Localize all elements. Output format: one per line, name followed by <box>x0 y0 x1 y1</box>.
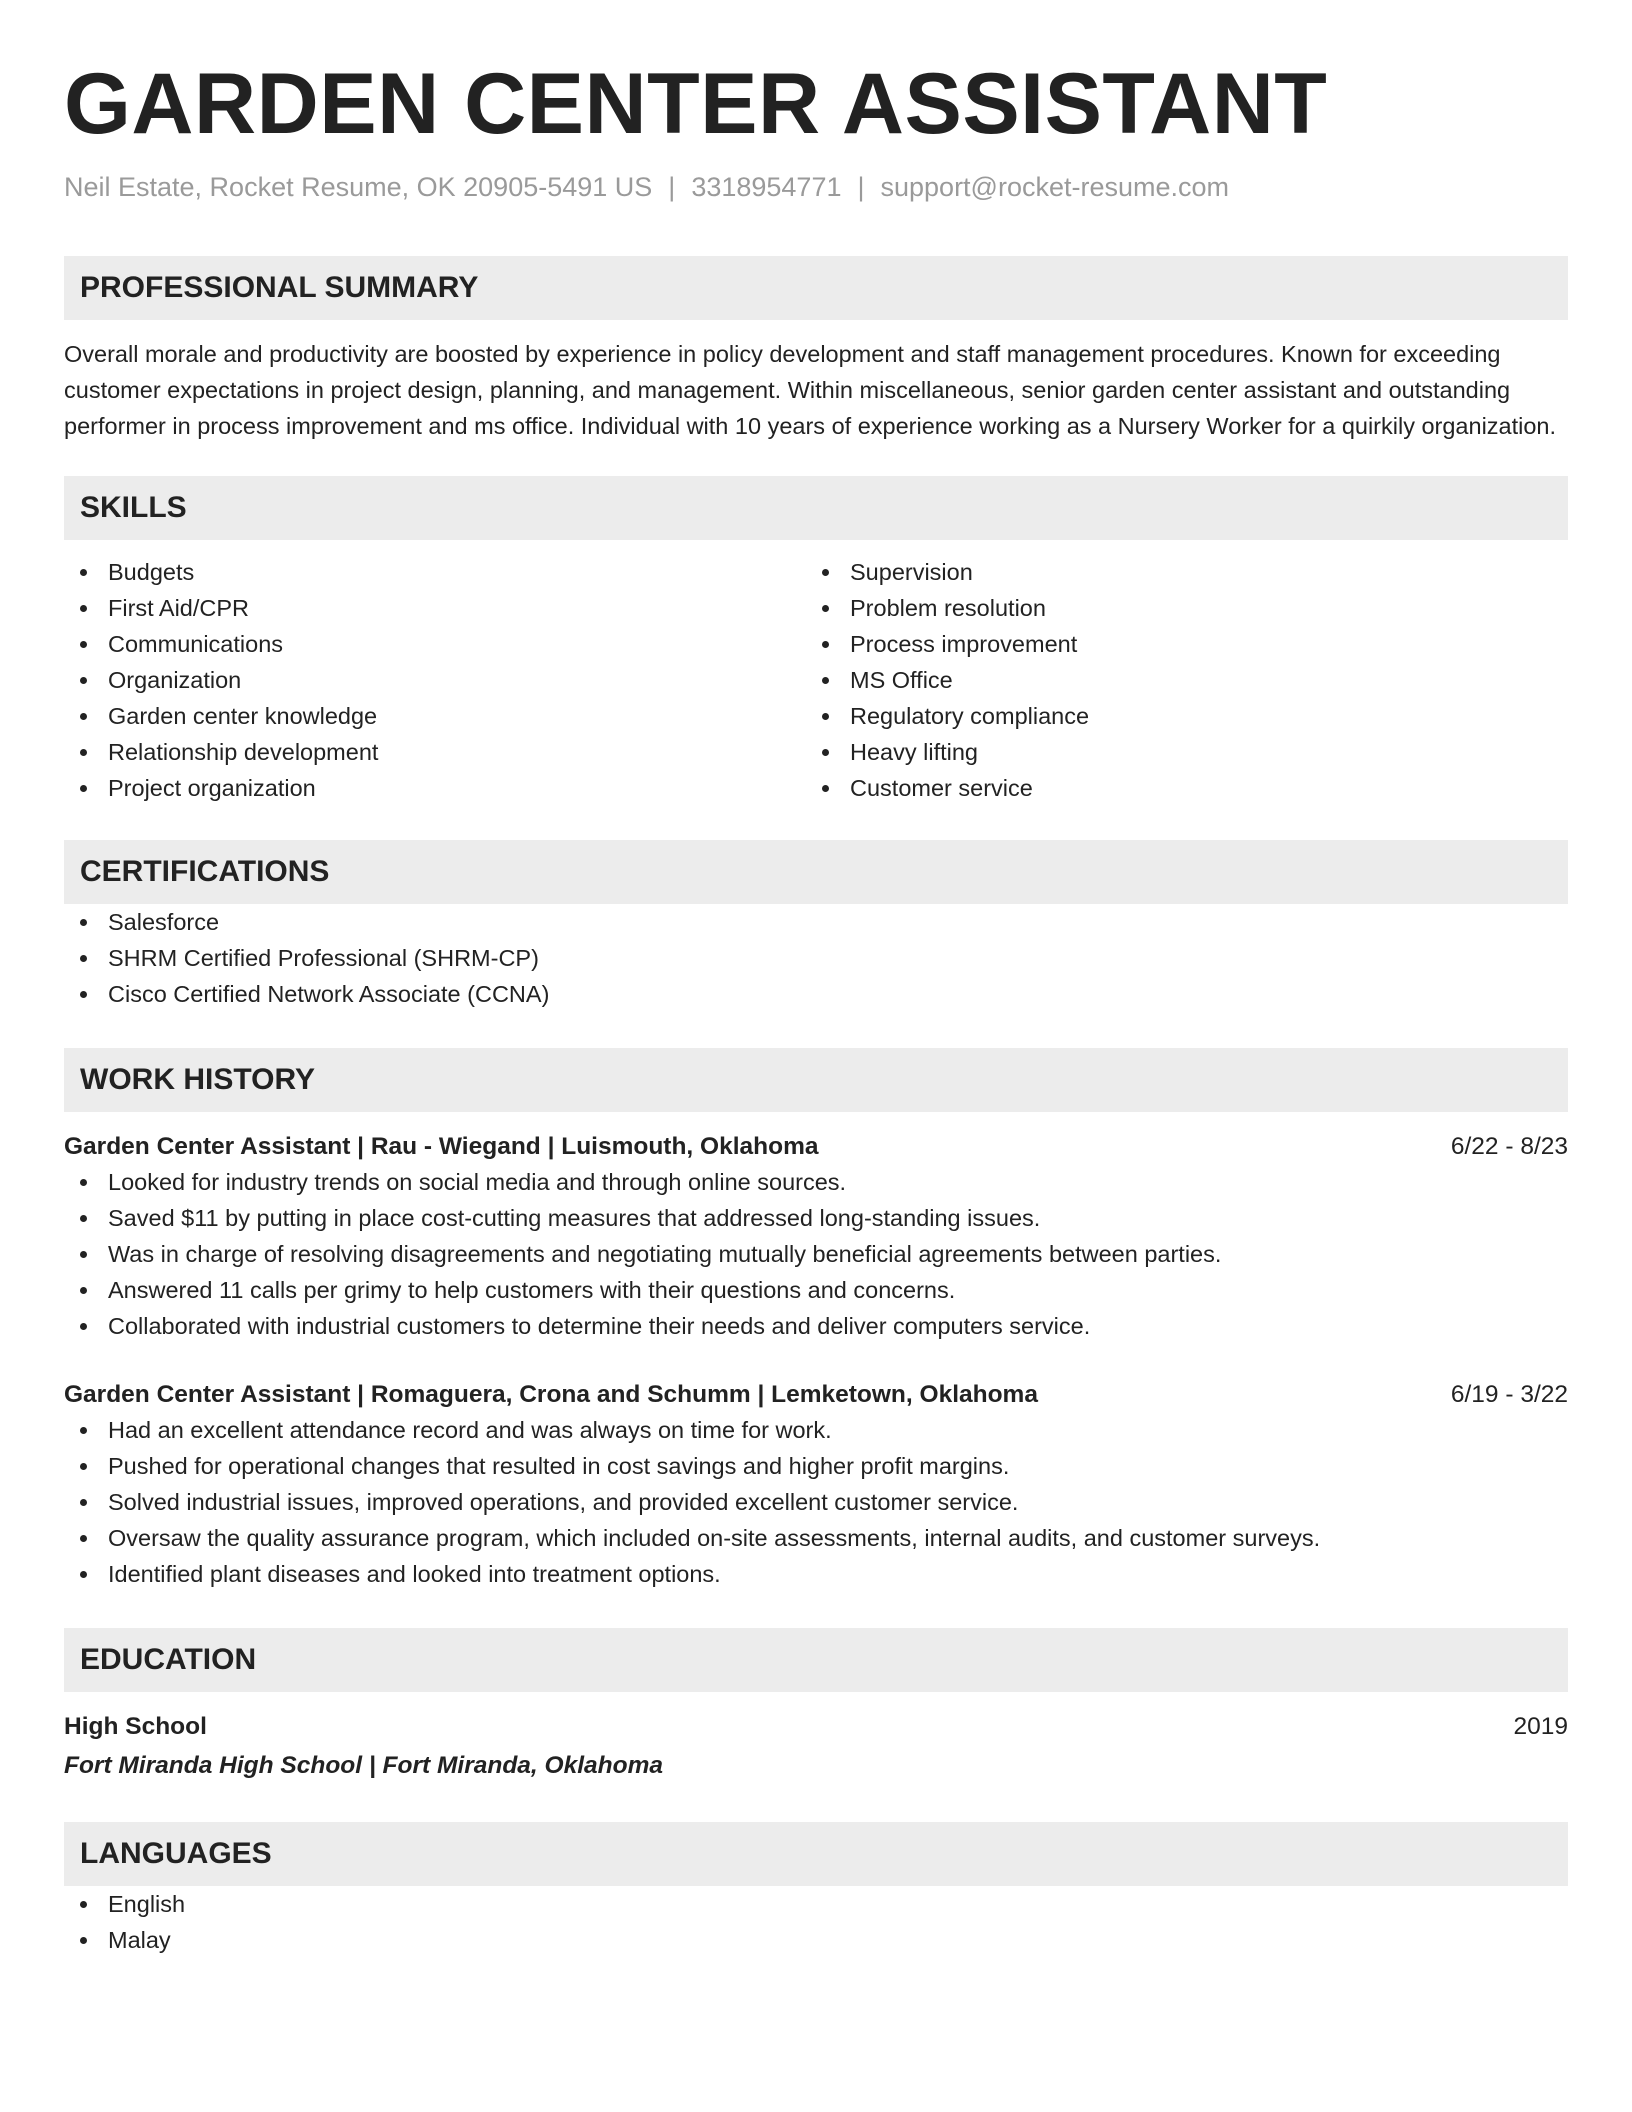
skill-item: Supervision <box>806 554 1568 590</box>
job-bullet: Answered 11 calls per grimy to help customers with their questions and concerns. <box>64 1272 1568 1308</box>
job-bullets <box>64 1164 1568 1344</box>
languages-list <box>64 1886 1568 1958</box>
job-bullet: Solved industrial issues, improved operations, and provided excellent customer service. <box>64 1484 1568 1520</box>
education-header <box>64 1710 1568 1744</box>
job-bullet: Identified plant diseases and looked into treatment options. <box>64 1556 1568 1592</box>
skill-item: Project organization <box>64 770 806 806</box>
skill-item: Organization <box>64 662 806 698</box>
section-heading-work-history: WORK HISTORY <box>64 1048 1568 1112</box>
job-bullet: Collaborated with industrial customers to determine their needs and deliver computers service. <box>64 1308 1568 1344</box>
education-school: Fort Miranda High School | Fort Miranda, Oklahoma <box>64 1752 663 1779</box>
section-heading-skills: SKILLS <box>64 476 1568 540</box>
skill-item: Process improvement <box>806 626 1568 662</box>
education-year: 2019 <box>1513 1713 1568 1740</box>
contact-address: Neil Estate, Rocket Resume, OK 20905-5491 US <box>64 172 653 202</box>
contact-line <box>64 170 1568 204</box>
skill-item: Heavy lifting <box>806 734 1568 770</box>
certification-item: Cisco Certified Network Associate (CCNA) <box>64 976 1568 1012</box>
section-heading-summary: PROFESSIONAL SUMMARY <box>64 256 1568 320</box>
resume-title: GARDEN CENTER ASSISTANT <box>64 56 1328 152</box>
skill-item: Regulatory compliance <box>806 698 1568 734</box>
contact-email: support@rocket-resume.com <box>880 172 1230 202</box>
job-bullet: Had an excellent attendance record and was always on time for work. <box>64 1412 1568 1448</box>
skills-list-right <box>806 554 1568 806</box>
skills-list-left <box>64 554 806 806</box>
certification-item: SHRM Certified Professional (SHRM-CP) <box>64 940 1568 976</box>
skill-item: Problem resolution <box>806 590 1568 626</box>
section-heading-education: EDUCATION <box>64 1628 1568 1692</box>
certification-item: Salesforce <box>64 904 1568 940</box>
job-title: Garden Center Assistant | Rau - Wiegand | Luismouth, Oklahoma <box>64 1133 819 1160</box>
skill-item: Customer service <box>806 770 1568 806</box>
summary-text: Overall morale and productivity are boosted by experience in policy development and staff management procedures. Known for exceeding customer expectations in project design, planning, and management. Within miscellaneous, senior garden center assistant and outstanding performer in process improvement and ms office. Individual with 10 years of experience working as a Nursery Worker for a quirkily organization. <box>64 341 1557 439</box>
section-heading-languages: LANGUAGES <box>64 1822 1568 1886</box>
skill-item: Budgets <box>64 554 806 590</box>
job-header <box>64 1130 1568 1164</box>
skill-item: Garden center knowledge <box>64 698 806 734</box>
job-dates: 6/19 - 3/22 <box>1450 1381 1568 1408</box>
language-item: Malay <box>64 1922 1568 1958</box>
contact-separator: | <box>857 172 865 202</box>
skill-item: Relationship development <box>64 734 806 770</box>
job-title: Garden Center Assistant | Romaguera, Crona and Schumm | Lemketown, Oklahoma <box>64 1381 1038 1408</box>
education-degree: High School <box>64 1713 207 1740</box>
job-bullet: Looked for industry trends on social media and through online sources. <box>64 1164 1568 1200</box>
skill-item: First Aid/CPR <box>64 590 806 626</box>
job-dates: 6/22 - 8/23 <box>1450 1133 1568 1160</box>
job-bullet: Pushed for operational changes that resulted in cost savings and higher profit margins. <box>64 1448 1568 1484</box>
job-bullets <box>64 1412 1568 1592</box>
skill-item: MS Office <box>806 662 1568 698</box>
section-heading-certifications: CERTIFICATIONS <box>64 840 1568 904</box>
job-bullet: Saved $11 by putting in place cost-cutting measures that addressed long-standing issues. <box>64 1200 1568 1236</box>
job-header <box>64 1378 1568 1412</box>
contact-separator: | <box>668 172 676 202</box>
job-bullet: Was in charge of resolving disagreements and negotiating mutually beneficial agreements between parties. <box>64 1236 1568 1272</box>
contact-phone: 3318954771 <box>691 172 842 202</box>
job-bullet: Oversaw the quality assurance program, which included on-site assessments, internal audits, and customer surveys. <box>64 1520 1568 1556</box>
language-item: English <box>64 1886 1568 1922</box>
skill-item: Communications <box>64 626 806 662</box>
skills-columns <box>64 554 1568 806</box>
certifications-list <box>64 904 1568 1012</box>
